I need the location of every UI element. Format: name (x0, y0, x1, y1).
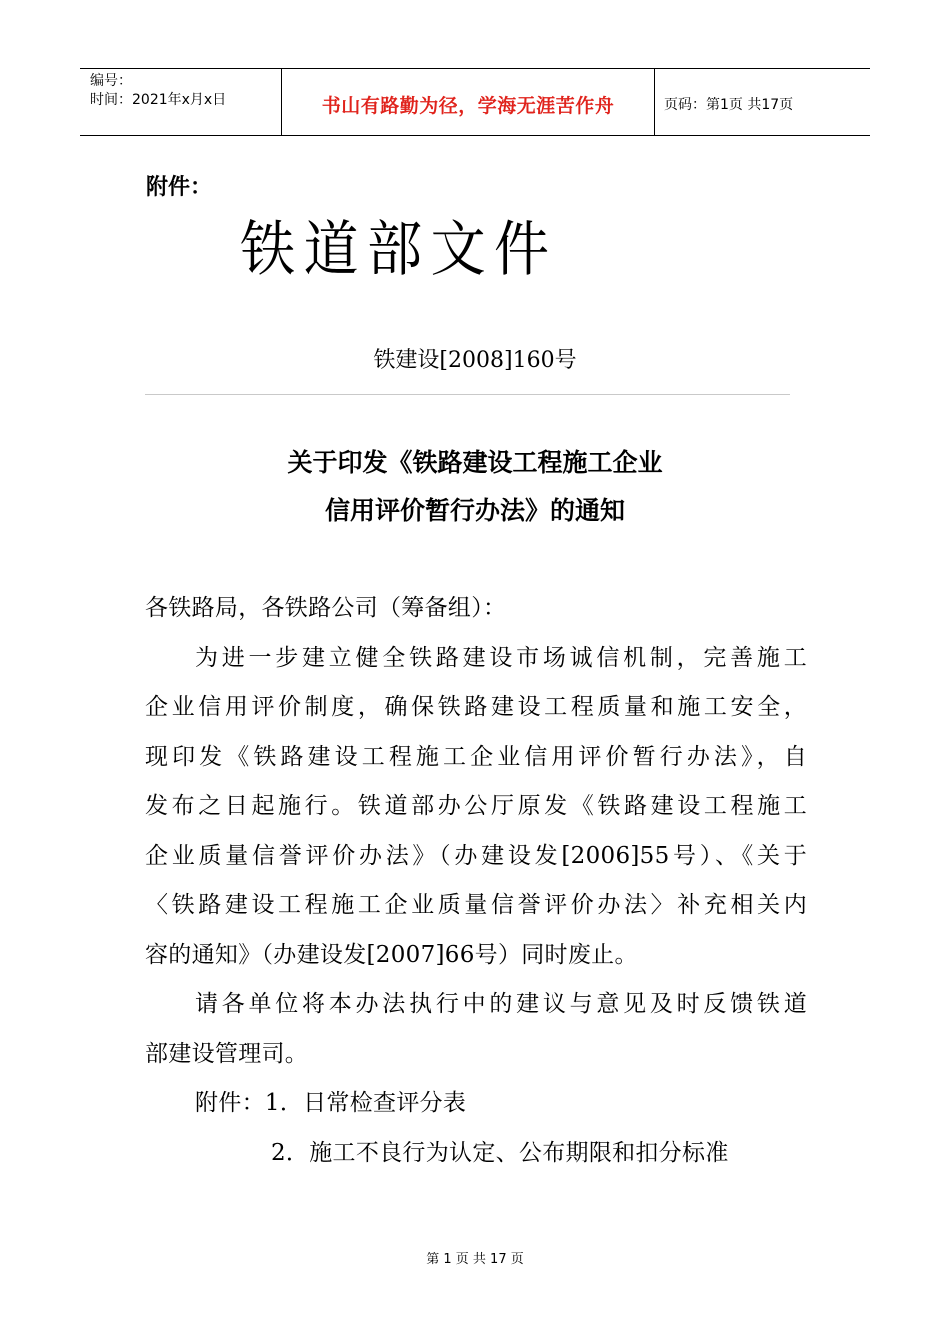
body-line: 〈铁路建设工程施工企业质量信誉评价办法〉补充相关内 (145, 892, 807, 918)
body-line: 现印发《铁路建设工程施工企业信用评价暂行办法》，自 (145, 743, 807, 770)
attachment-item-1: 附件：1．日常检查评分表 (195, 1090, 467, 1116)
body-line: 部建设管理司。 (145, 1040, 309, 1067)
header-motto: 书山有路勤为径，学海无涯苦作舟 (282, 69, 655, 135)
body-line: 为进一步建立健全铁路建设市场诚信机制，完善施工 (195, 644, 807, 671)
serial-label: 编号： (90, 73, 132, 89)
body-line: 容的通知》（办建设发[2007]66号）同时废止。 (145, 941, 638, 968)
document-number (0, 343, 950, 374)
page-footer: 第 1 页 共 17 页 (426, 1252, 524, 1267)
time-label: 时间：2021年x月x日 (90, 92, 227, 108)
body-line: 请各单位将本办法执行中的建议与意见及时反馈铁道 (195, 991, 807, 1017)
salutation: 各铁路局，各铁路公司（筹备组）： (145, 595, 507, 621)
body-line: 发布之日起施行。铁道部办公厅原发《铁路建设工程施工 (145, 793, 807, 819)
notice-body (145, 584, 807, 1178)
body-line: 企业质量信誉评价办法》（办建设发[2006]55号）、《关于 (145, 842, 807, 869)
attachment-item-2: 2．施工不良行为认定、公布期限和扣分标准 (271, 1139, 729, 1166)
header-table (80, 68, 870, 136)
notice-title-line-1: 关于印发《铁路建设工程施工企业 (287, 448, 663, 477)
header-meta-cell (80, 69, 282, 135)
attachment-label: 附件： (146, 175, 213, 200)
notice-title-line-2: 信用评价暂行办法》的通知 (324, 496, 625, 525)
document-number-text: 铁建设[2008]160号 (373, 348, 577, 373)
body-line: 企业信用评价制度，确保铁路建设工程质量和施工安全， (145, 694, 807, 720)
header-page-info: 页码：第1页 共17页 (664, 97, 794, 113)
divider-line (145, 394, 790, 395)
document-title: 铁道部文件 (240, 215, 558, 285)
